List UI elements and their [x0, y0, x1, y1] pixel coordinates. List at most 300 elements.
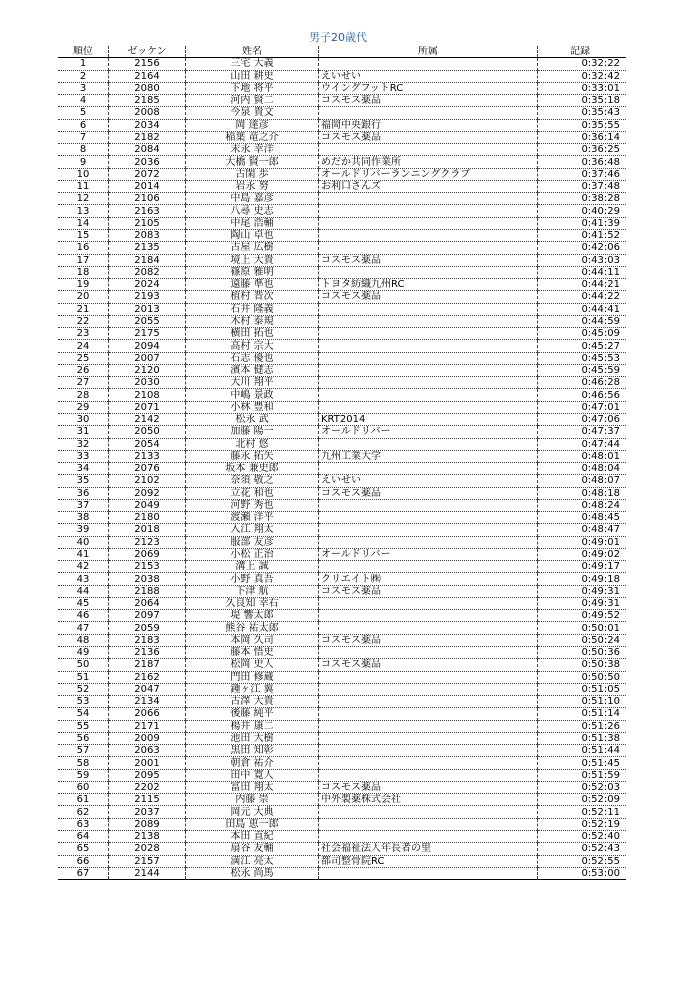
table-row: [58, 217, 626, 229]
cell-rank: 64: [58, 831, 109, 843]
cell-bib: 2007: [109, 352, 186, 364]
table-row: [58, 95, 626, 107]
table-row: [58, 229, 626, 241]
table-row: [58, 585, 626, 597]
cell-bib: 2102: [109, 475, 186, 487]
table-row: [58, 806, 626, 818]
cell-name: 坂本 兼史郎: [186, 463, 319, 475]
cell-affiliation: [319, 217, 538, 229]
cell-bib: 2188: [109, 585, 186, 597]
cell-name: 小松 正治: [186, 548, 319, 560]
cell-time: 0:52:40: [538, 831, 627, 843]
cell-bib: 2185: [109, 95, 186, 107]
table-row: [58, 867, 626, 879]
cell-time: 0:51:38: [538, 732, 627, 744]
cell-rank: 37: [58, 499, 109, 511]
table-row: [58, 818, 626, 830]
header-time: 記録: [538, 46, 627, 58]
cell-affiliation: [319, 757, 538, 769]
cell-rank: 51: [58, 671, 109, 683]
cell-rank: 56: [58, 732, 109, 744]
cell-bib: 2157: [109, 855, 186, 867]
cell-affiliation: えいせい: [319, 70, 538, 82]
cell-time: 0:49:02: [538, 548, 627, 560]
cell-rank: 18: [58, 266, 109, 278]
cell-name: 松永 武: [186, 413, 319, 425]
cell-affiliation: オールドリバー: [319, 548, 538, 560]
cell-time: 0:37:46: [538, 168, 627, 180]
cell-time: 0:45:59: [538, 364, 627, 376]
cell-rank: 1: [58, 58, 109, 70]
cell-affiliation: [319, 769, 538, 781]
cell-time: 0:50:24: [538, 634, 627, 646]
cell-time: 0:49:18: [538, 573, 627, 585]
cell-name: 植村 晋次: [186, 291, 319, 303]
cell-time: 0:41:52: [538, 229, 627, 241]
cell-name: 河野 秀也: [186, 499, 319, 511]
cell-time: 0:50:50: [538, 671, 627, 683]
cell-rank: 29: [58, 401, 109, 413]
cell-time: 0:41:39: [538, 217, 627, 229]
cell-bib: 2136: [109, 647, 186, 659]
table-row: [58, 499, 626, 511]
table-row: [58, 843, 626, 855]
cell-rank: 65: [58, 843, 109, 855]
table-row: [58, 794, 626, 806]
table-row: [58, 622, 626, 634]
cell-name: 今泉 貴文: [186, 107, 319, 119]
cell-affiliation: [319, 364, 538, 376]
cell-rank: 57: [58, 745, 109, 757]
cell-bib: 2142: [109, 413, 186, 425]
cell-time: 0:46:56: [538, 389, 627, 401]
table-row: [58, 254, 626, 266]
cell-time: 0:52:03: [538, 781, 627, 793]
cell-name: 木村 泰規: [186, 315, 319, 327]
cell-time: 0:52:55: [538, 855, 627, 867]
cell-rank: 24: [58, 340, 109, 352]
table-row: [58, 291, 626, 303]
cell-affiliation: [319, 315, 538, 327]
header-rank: 順位: [58, 46, 109, 58]
cell-rank: 36: [58, 487, 109, 499]
cell-time: 0:48:18: [538, 487, 627, 499]
table-row: [58, 769, 626, 781]
cell-rank: 52: [58, 683, 109, 695]
cell-bib: 2008: [109, 107, 186, 119]
cell-time: 0:44:21: [538, 279, 627, 291]
cell-time: 0:38:28: [538, 193, 627, 205]
cell-name: 扇谷 友輔: [186, 843, 319, 855]
cell-rank: 27: [58, 377, 109, 389]
table-row: [58, 364, 626, 376]
cell-time: 0:47:37: [538, 426, 627, 438]
cell-affiliation: [319, 708, 538, 720]
cell-bib: 2171: [109, 720, 186, 732]
table-row: [58, 328, 626, 340]
table-row: [58, 720, 626, 732]
cell-time: 0:42:06: [538, 242, 627, 254]
cell-name: 古閑 歩: [186, 168, 319, 180]
cell-bib: 2153: [109, 561, 186, 573]
cell-name: 稲葉 竜之介: [186, 131, 319, 143]
cell-bib: 2115: [109, 794, 186, 806]
table-row: [58, 180, 626, 192]
table-row: [58, 463, 626, 475]
cell-rank: 66: [58, 855, 109, 867]
cell-bib: 2106: [109, 193, 186, 205]
cell-rank: 40: [58, 536, 109, 548]
cell-time: 0:52:19: [538, 818, 627, 830]
cell-time: 0:32:22: [538, 58, 627, 70]
cell-time: 0:40:29: [538, 205, 627, 217]
cell-name: 本田 直紀: [186, 831, 319, 843]
cell-time: 0:48:07: [538, 475, 627, 487]
cell-affiliation: [319, 597, 538, 609]
cell-affiliation: オールドリバーランニングクラブ: [319, 168, 538, 180]
cell-name: 篠原 雅明: [186, 266, 319, 278]
cell-bib: 2071: [109, 401, 186, 413]
cell-bib: 2013: [109, 303, 186, 315]
table-row: [58, 426, 626, 438]
cell-name: 満江 亮太: [186, 855, 319, 867]
cell-rank: 21: [58, 303, 109, 315]
cell-rank: 46: [58, 610, 109, 622]
cell-affiliation: [319, 242, 538, 254]
cell-bib: 2050: [109, 426, 186, 438]
cell-name: 三宅 大義: [186, 58, 319, 70]
table-row: [58, 708, 626, 720]
table-row: [58, 487, 626, 499]
cell-name: 境上 大貴: [186, 254, 319, 266]
cell-name: 服部 友彦: [186, 536, 319, 548]
cell-bib: 2034: [109, 119, 186, 131]
cell-bib: 2156: [109, 58, 186, 70]
cell-time: 0:43:03: [538, 254, 627, 266]
cell-time: 0:44:59: [538, 315, 627, 327]
cell-rank: 8: [58, 144, 109, 156]
cell-rank: 11: [58, 180, 109, 192]
table-row: [58, 647, 626, 659]
cell-time: 0:51:05: [538, 683, 627, 695]
cell-name: 中尾 浩輔: [186, 217, 319, 229]
cell-affiliation: コスモス薬品: [319, 95, 538, 107]
table-row: [58, 671, 626, 683]
cell-bib: 2047: [109, 683, 186, 695]
cell-time: 0:44:22: [538, 291, 627, 303]
cell-rank: 10: [58, 168, 109, 180]
table-row: [58, 548, 626, 560]
cell-name: 後藤 純平: [186, 708, 319, 720]
cell-affiliation: [319, 377, 538, 389]
cell-affiliation: [319, 340, 538, 352]
cell-time: 0:47:06: [538, 413, 627, 425]
cell-affiliation: [319, 683, 538, 695]
cell-rank: 25: [58, 352, 109, 364]
cell-bib: 2134: [109, 696, 186, 708]
cell-time: 0:35:43: [538, 107, 627, 119]
cell-rank: 48: [58, 634, 109, 646]
cell-bib: 2001: [109, 757, 186, 769]
cell-name: 横田 拓也: [186, 328, 319, 340]
cell-affiliation: コスモス薬品: [319, 487, 538, 499]
cell-name: 石井 隆義: [186, 303, 319, 315]
cell-name: 朝倉 祐介: [186, 757, 319, 769]
cell-time: 0:48:01: [538, 450, 627, 462]
cell-bib: 2144: [109, 867, 186, 879]
cell-rank: 15: [58, 229, 109, 241]
cell-bib: 2123: [109, 536, 186, 548]
table-row: [58, 475, 626, 487]
cell-rank: 20: [58, 291, 109, 303]
cell-time: 0:50:01: [538, 622, 627, 634]
cell-rank: 55: [58, 720, 109, 732]
cell-rank: 47: [58, 622, 109, 634]
cell-affiliation: [319, 266, 538, 278]
cell-time: 0:51:10: [538, 696, 627, 708]
cell-affiliation: コスモス薬品: [319, 634, 538, 646]
cell-rank: 26: [58, 364, 109, 376]
cell-rank: 9: [58, 156, 109, 168]
table-row: [58, 597, 626, 609]
cell-bib: 2018: [109, 524, 186, 536]
cell-affiliation: [319, 524, 538, 536]
cell-time: 0:35:55: [538, 119, 627, 131]
cell-time: 0:52:09: [538, 794, 627, 806]
cell-affiliation: [319, 720, 538, 732]
cell-name: 入江 翔太: [186, 524, 319, 536]
cell-bib: 2184: [109, 254, 186, 266]
table-row: [58, 315, 626, 327]
cell-time: 0:51:14: [538, 708, 627, 720]
cell-bib: 2028: [109, 843, 186, 855]
cell-bib: 2182: [109, 131, 186, 143]
cell-bib: 2162: [109, 671, 186, 683]
cell-bib: 2105: [109, 217, 186, 229]
table-row: [58, 438, 626, 450]
cell-affiliation: 都司整骨院RC: [319, 855, 538, 867]
cell-bib: 2187: [109, 659, 186, 671]
cell-time: 0:44:11: [538, 266, 627, 278]
table-row: [58, 610, 626, 622]
cell-bib: 2082: [109, 266, 186, 278]
cell-bib: 2089: [109, 818, 186, 830]
cell-name: 冨田 翔太: [186, 781, 319, 793]
cell-name: 松岡 史人: [186, 659, 319, 671]
cell-name: 鍾ヶ江 翼: [186, 683, 319, 695]
cell-bib: 2135: [109, 242, 186, 254]
cell-affiliation: 社会福祉法人年長者の里: [319, 843, 538, 855]
cell-rank: 43: [58, 573, 109, 585]
table-row: [58, 144, 626, 156]
cell-rank: 45: [58, 597, 109, 609]
cell-bib: 2072: [109, 168, 186, 180]
cell-rank: 32: [58, 438, 109, 450]
cell-name: 田島 恵一郎: [186, 818, 319, 830]
cell-name: 門田 修蔵: [186, 671, 319, 683]
cell-name: 中島 嘉彦: [186, 193, 319, 205]
cell-bib: 2009: [109, 732, 186, 744]
cell-name: 古澤 大貴: [186, 696, 319, 708]
table-row: [58, 389, 626, 401]
cell-affiliation: コスモス薬品: [319, 585, 538, 597]
table-row: [58, 401, 626, 413]
cell-bib: 2164: [109, 70, 186, 82]
page-title: 男子20歳代: [309, 31, 367, 44]
cell-name: 渡瀬 洋平: [186, 512, 319, 524]
cell-bib: 2054: [109, 438, 186, 450]
cell-rank: 42: [58, 561, 109, 573]
cell-rank: 62: [58, 806, 109, 818]
cell-affiliation: [319, 647, 538, 659]
table-row: [58, 205, 626, 217]
cell-rank: 4: [58, 95, 109, 107]
cell-rank: 61: [58, 794, 109, 806]
cell-affiliation: [319, 107, 538, 119]
cell-bib: 2133: [109, 450, 186, 462]
cell-rank: 59: [58, 769, 109, 781]
cell-name: 小野 真吾: [186, 573, 319, 585]
table-row: [58, 855, 626, 867]
cell-affiliation: オールドリバー: [319, 426, 538, 438]
table-row: [58, 119, 626, 131]
cell-bib: 2193: [109, 291, 186, 303]
cell-affiliation: [319, 696, 538, 708]
cell-affiliation: トヨタ紡織九州RC: [319, 279, 538, 291]
cell-rank: 58: [58, 757, 109, 769]
cell-rank: 28: [58, 389, 109, 401]
table-row: [58, 536, 626, 548]
table-row: [58, 757, 626, 769]
table-row: [58, 745, 626, 757]
cell-bib: 2037: [109, 806, 186, 818]
cell-name: 遠藤 準也: [186, 279, 319, 291]
cell-bib: 2097: [109, 610, 186, 622]
cell-name: 大橋 賢一郎: [186, 156, 319, 168]
cell-name: 陶山 卓也: [186, 229, 319, 241]
cell-affiliation: [319, 671, 538, 683]
cell-bib: 2049: [109, 499, 186, 511]
cell-rank: 30: [58, 413, 109, 425]
cell-name: 山田 耕史: [186, 70, 319, 82]
cell-name: 石志 優也: [186, 352, 319, 364]
cell-time: 0:33:01: [538, 82, 627, 94]
cell-affiliation: [319, 622, 538, 634]
cell-name: 古屋 広樹: [186, 242, 319, 254]
cell-name: 濱本 健志: [186, 364, 319, 376]
cell-bib: 2069: [109, 548, 186, 560]
cell-rank: 49: [58, 647, 109, 659]
cell-affiliation: [319, 536, 538, 548]
cell-time: 0:52:11: [538, 806, 627, 818]
cell-name: 楊井 康二: [186, 720, 319, 732]
table-row: [58, 303, 626, 315]
cell-name: 中嶋 景政: [186, 389, 319, 401]
cell-bib: 2063: [109, 745, 186, 757]
cell-time: 0:44:41: [538, 303, 627, 315]
cell-affiliation: コスモス薬品: [319, 131, 538, 143]
cell-rank: 41: [58, 548, 109, 560]
cell-bib: 2055: [109, 315, 186, 327]
cell-affiliation: [319, 806, 538, 818]
cell-affiliation: [319, 144, 538, 156]
cell-name: 溝上 誠: [186, 561, 319, 573]
cell-affiliation: コスモス薬品: [319, 781, 538, 793]
cell-affiliation: [319, 193, 538, 205]
cell-name: 河内 賢二: [186, 95, 319, 107]
table-row: [58, 107, 626, 119]
cell-affiliation: [319, 389, 538, 401]
cell-bib: 2084: [109, 144, 186, 156]
cell-name: 加藤 陽一: [186, 426, 319, 438]
cell-time: 0:49:01: [538, 536, 627, 548]
cell-name: 藤本 悟史: [186, 647, 319, 659]
cell-affiliation: ウイングフットRC: [319, 82, 538, 94]
cell-name: 松永 尚馬: [186, 867, 319, 879]
cell-time: 0:49:17: [538, 561, 627, 573]
cell-rank: 6: [58, 119, 109, 131]
cell-time: 0:50:36: [538, 647, 627, 659]
cell-rank: 14: [58, 217, 109, 229]
cell-name: 岡 達彦: [186, 119, 319, 131]
cell-bib: 2024: [109, 279, 186, 291]
cell-rank: 44: [58, 585, 109, 597]
cell-affiliation: [319, 818, 538, 830]
cell-time: 0:51:45: [538, 757, 627, 769]
table-row: [58, 377, 626, 389]
results-table: [58, 46, 626, 880]
cell-affiliation: [319, 352, 538, 364]
cell-bib: 2092: [109, 487, 186, 499]
cell-bib: 2138: [109, 831, 186, 843]
cell-time: 0:47:01: [538, 401, 627, 413]
cell-time: 0:45:27: [538, 340, 627, 352]
table-row: [58, 450, 626, 462]
header-bib: ゼッケン: [109, 46, 186, 58]
table-row: [58, 82, 626, 94]
cell-time: 0:51:44: [538, 745, 627, 757]
cell-time: 0:48:47: [538, 524, 627, 536]
cell-bib: 2175: [109, 328, 186, 340]
cell-rank: 23: [58, 328, 109, 340]
cell-time: 0:48:04: [538, 463, 627, 475]
table-row: [58, 413, 626, 425]
cell-name: 田中 寛人: [186, 769, 319, 781]
table-row: [58, 58, 626, 70]
table-row: [58, 659, 626, 671]
header-row: [58, 46, 626, 58]
table-row: [58, 168, 626, 180]
table-row: [58, 156, 626, 168]
cell-time: 0:50:38: [538, 659, 627, 671]
cell-affiliation: コスモス薬品: [319, 254, 538, 266]
cell-bib: 2030: [109, 377, 186, 389]
results-body: [58, 58, 626, 880]
cell-affiliation: 福岡中央銀行: [319, 119, 538, 131]
cell-rank: 63: [58, 818, 109, 830]
cell-rank: 53: [58, 696, 109, 708]
cell-bib: 2080: [109, 82, 186, 94]
cell-name: 池田 大樹: [186, 732, 319, 744]
cell-rank: 54: [58, 708, 109, 720]
cell-time: 0:51:59: [538, 769, 627, 781]
cell-name: 熊谷 祐太郎: [186, 622, 319, 634]
cell-name: 高村 宗大: [186, 340, 319, 352]
table-row: [58, 732, 626, 744]
cell-bib: 2064: [109, 597, 186, 609]
cell-time: 0:51:26: [538, 720, 627, 732]
cell-rank: 13: [58, 205, 109, 217]
